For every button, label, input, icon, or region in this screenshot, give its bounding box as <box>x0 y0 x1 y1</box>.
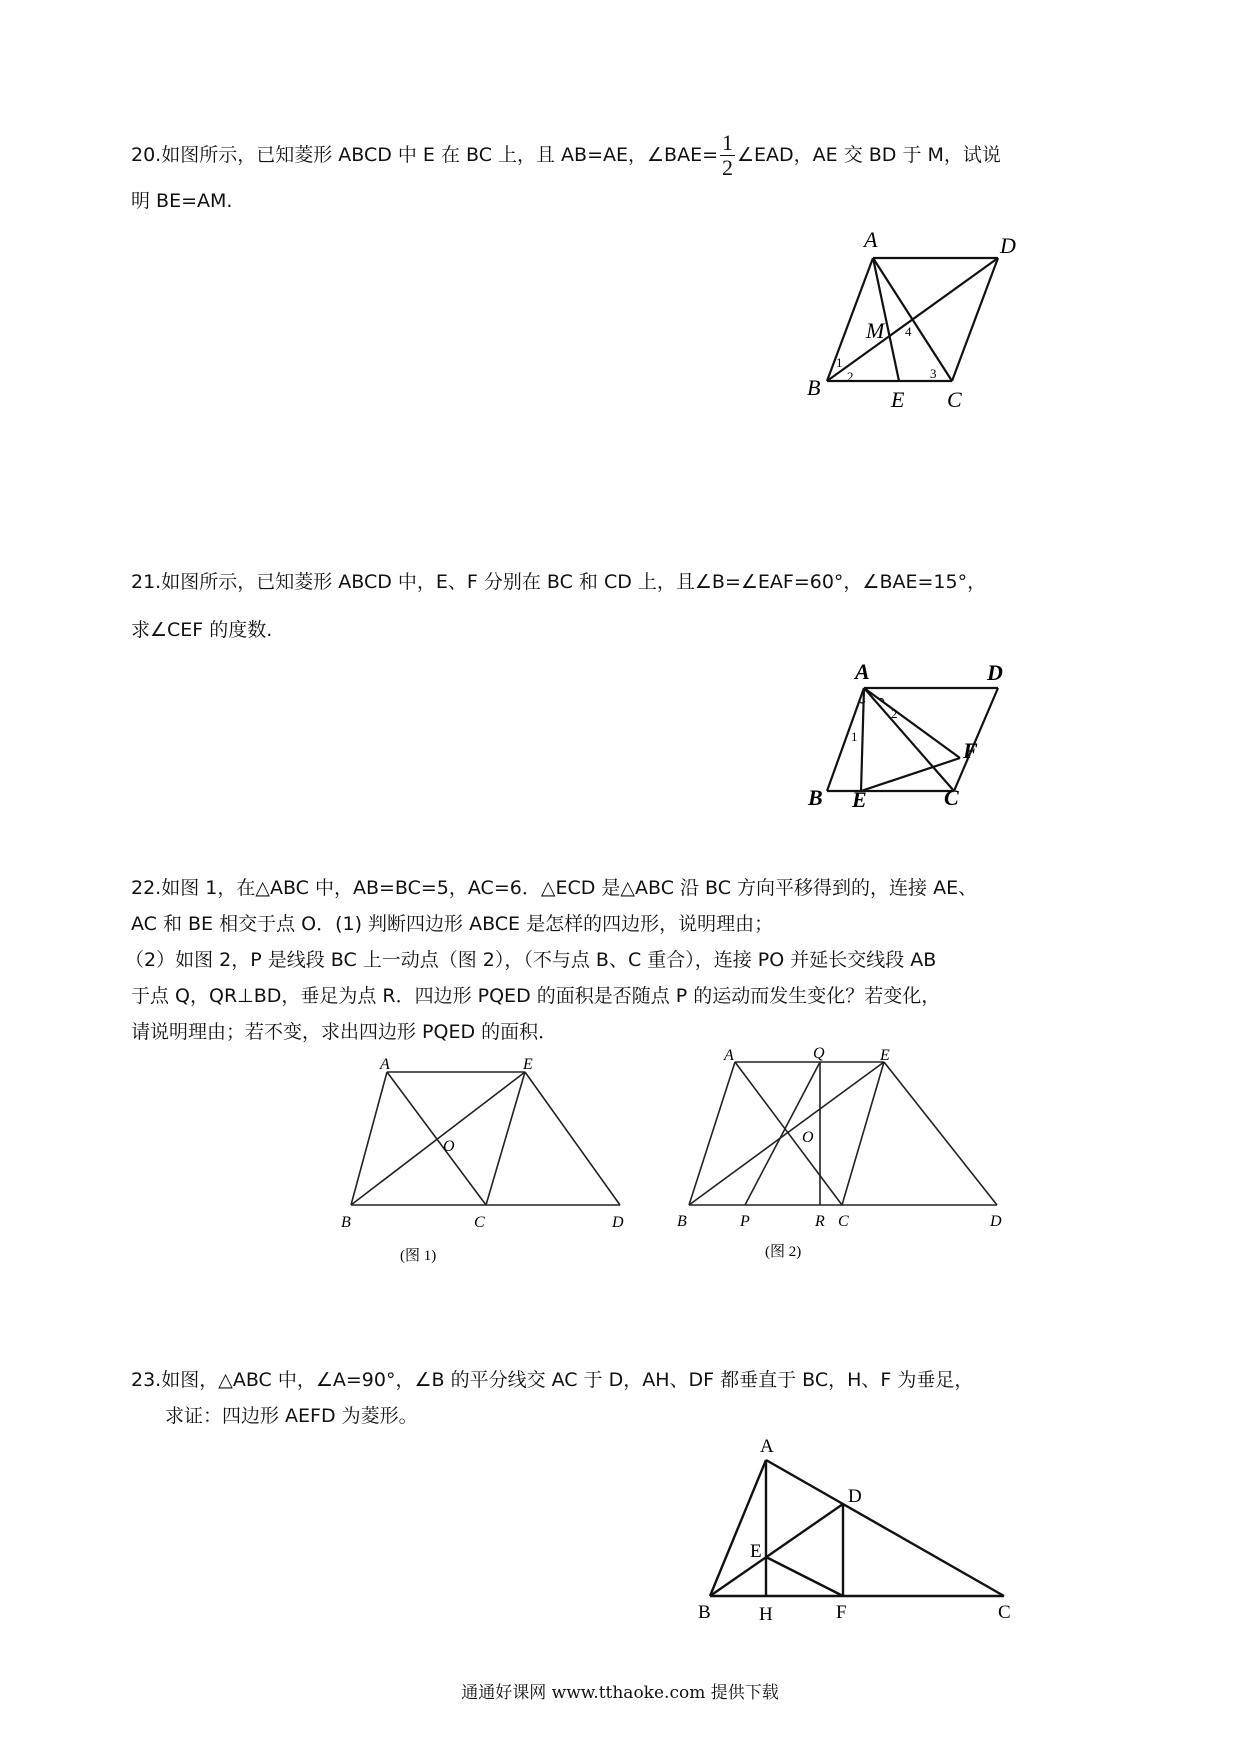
q22f2-label-C: C <box>838 1213 849 1230</box>
q20-angle-3: 3 <box>930 366 937 381</box>
q23-label-C: C <box>998 1602 1011 1623</box>
q22f1-label-O: O <box>443 1138 455 1155</box>
q22-line1: 22.如图 1，在△ABC 中，AB=BC=5，AC=6．△ECD 是△ABC 沿 BC 方向平移得到的，连接 AE、 <box>131 877 978 899</box>
q20-seg-DC <box>952 258 998 381</box>
q21-label-C: C <box>944 785 959 810</box>
q23-label-A: A <box>760 1436 774 1457</box>
q20-figure <box>790 225 1050 415</box>
q22-line3: （2）如图 2，P 是线段 BC 上一动点（图 2），（不与点 B、C 重合），连接 PO 并延长交线段 AB <box>125 949 937 971</box>
q20-frac-num: 1 <box>722 130 734 155</box>
q21-line1: 21.如图所示，已知菱形 ABCD 中，E、F 分别在 BC 和 CD 上，且∠B=∠EAF=60°，∠BAE=15°， <box>131 571 987 593</box>
q22-line2: AC 和 BE 相交于点 O．(1) 判断四边形 ABCE 是怎样的四边形，说明理由； <box>131 913 774 935</box>
q22f1-label-C: C <box>474 1214 485 1231</box>
q23-label-B: B <box>698 1602 711 1623</box>
q20-frac-den: 2 <box>722 155 734 180</box>
q22f2-label-E: E <box>880 1047 890 1064</box>
q22f2-caption: (图 2) <box>765 1244 802 1260</box>
q22f1-label-B: B <box>341 1214 351 1231</box>
q22f2-label-A: A <box>724 1047 734 1064</box>
q22f2-label-R: R <box>815 1213 825 1230</box>
q21-figure <box>805 655 1030 825</box>
q20-label-D: D <box>1000 233 1016 258</box>
q22f2-label-O: O <box>802 1129 814 1146</box>
q22f1-caption: (图 1) <box>400 1248 437 1264</box>
q22f1-seg-ED <box>525 1072 620 1205</box>
q21-label-B: B <box>808 785 823 810</box>
q22-line4: 于点 Q，QR⊥BD，垂足为点 R．四边形 PQED 的面积是否随点 P 的运动而发生变化？若变化， <box>131 985 941 1007</box>
q22f1-label-D: D <box>612 1214 624 1231</box>
q21-line2: 求∠CEF 的度数. <box>131 619 273 641</box>
q23-label-D: D <box>848 1486 862 1507</box>
q20-line1-post: ∠EAD，AE 交 BD 于 M，试说 <box>737 144 1001 166</box>
q22f2-label-P: P <box>740 1213 750 1230</box>
q20-angle-1: 1 <box>836 355 843 370</box>
q20-line2: 明 BE=AM. <box>131 190 233 212</box>
q22f1-seg-EC <box>486 1072 525 1205</box>
q22f1-label-E: E <box>523 1056 533 1073</box>
q20-fraction <box>720 131 735 180</box>
q23-line2: 求证：四边形 AEFD 为菱形。 <box>165 1405 418 1427</box>
q20-line1-pre: 20.如图所示，已知菱形 ABCD 中 E 在 BC 上，且 AB=AE，∠BAE= <box>131 144 719 166</box>
q21-label-A: A <box>855 659 870 684</box>
q22f2-seg-EC <box>842 1062 884 1205</box>
q23-label-E: E <box>750 1541 762 1562</box>
q22f2-seg-EB <box>689 1062 884 1205</box>
q20-seg-AC <box>873 258 952 381</box>
q23-line1: 23.如图，△ABC 中，∠A=90°，∠B 的平分线交 AC 于 D，AH、DF 都垂直于 BC，H、F 为垂足， <box>131 1369 974 1391</box>
q21-angle-1: 1 <box>851 729 858 744</box>
q22-line5: 请说明理由；若不变，求出四边形 PQED 的面积． <box>131 1021 558 1043</box>
q22f1-seg-AC <box>387 1072 486 1205</box>
q22f2-seg-AC <box>735 1062 842 1205</box>
q21-label-E: E <box>852 787 867 812</box>
page-footer: 通通好课网 www.tthaoke.com 提供下载 <box>461 1683 779 1703</box>
q20-angle-2: 2 <box>847 369 854 384</box>
q21-label-D: D <box>987 660 1003 685</box>
q21-angle-2: 2 <box>891 706 898 721</box>
q20-label-A: A <box>864 227 878 252</box>
q22-figure-2 <box>670 1030 1020 1270</box>
q23-label-F: F <box>836 1602 847 1623</box>
q20-label-B: B <box>807 375 821 400</box>
q23-seg-EF <box>766 1557 843 1596</box>
q22f2-label-D: D <box>990 1213 1002 1230</box>
q21-seg-AF <box>864 688 960 758</box>
q20-angle-4: 4 <box>905 324 912 339</box>
q20-label-C: C <box>947 387 962 412</box>
q21-seg-AB <box>827 688 864 791</box>
q21-angle-arc-1 <box>859 701 865 703</box>
q23-label-H: H <box>759 1604 773 1625</box>
q20-text <box>131 131 1001 180</box>
q23-figure <box>680 1430 1030 1630</box>
q20-label-M: M <box>866 318 885 343</box>
q22f1-seg-AB <box>351 1072 387 1205</box>
q21-label-F: F <box>963 738 978 763</box>
q22f2-seg-AB <box>689 1062 735 1205</box>
q22f2-label-B: B <box>677 1213 687 1230</box>
q22f2-label-Q: Q <box>813 1045 825 1062</box>
q22f1-label-A: A <box>380 1056 390 1073</box>
q20-label-E: E <box>891 387 905 412</box>
q22-figure-1 <box>330 1055 640 1275</box>
q22f2-seg-ED <box>884 1062 997 1205</box>
q22f1-seg-EB <box>351 1072 525 1205</box>
